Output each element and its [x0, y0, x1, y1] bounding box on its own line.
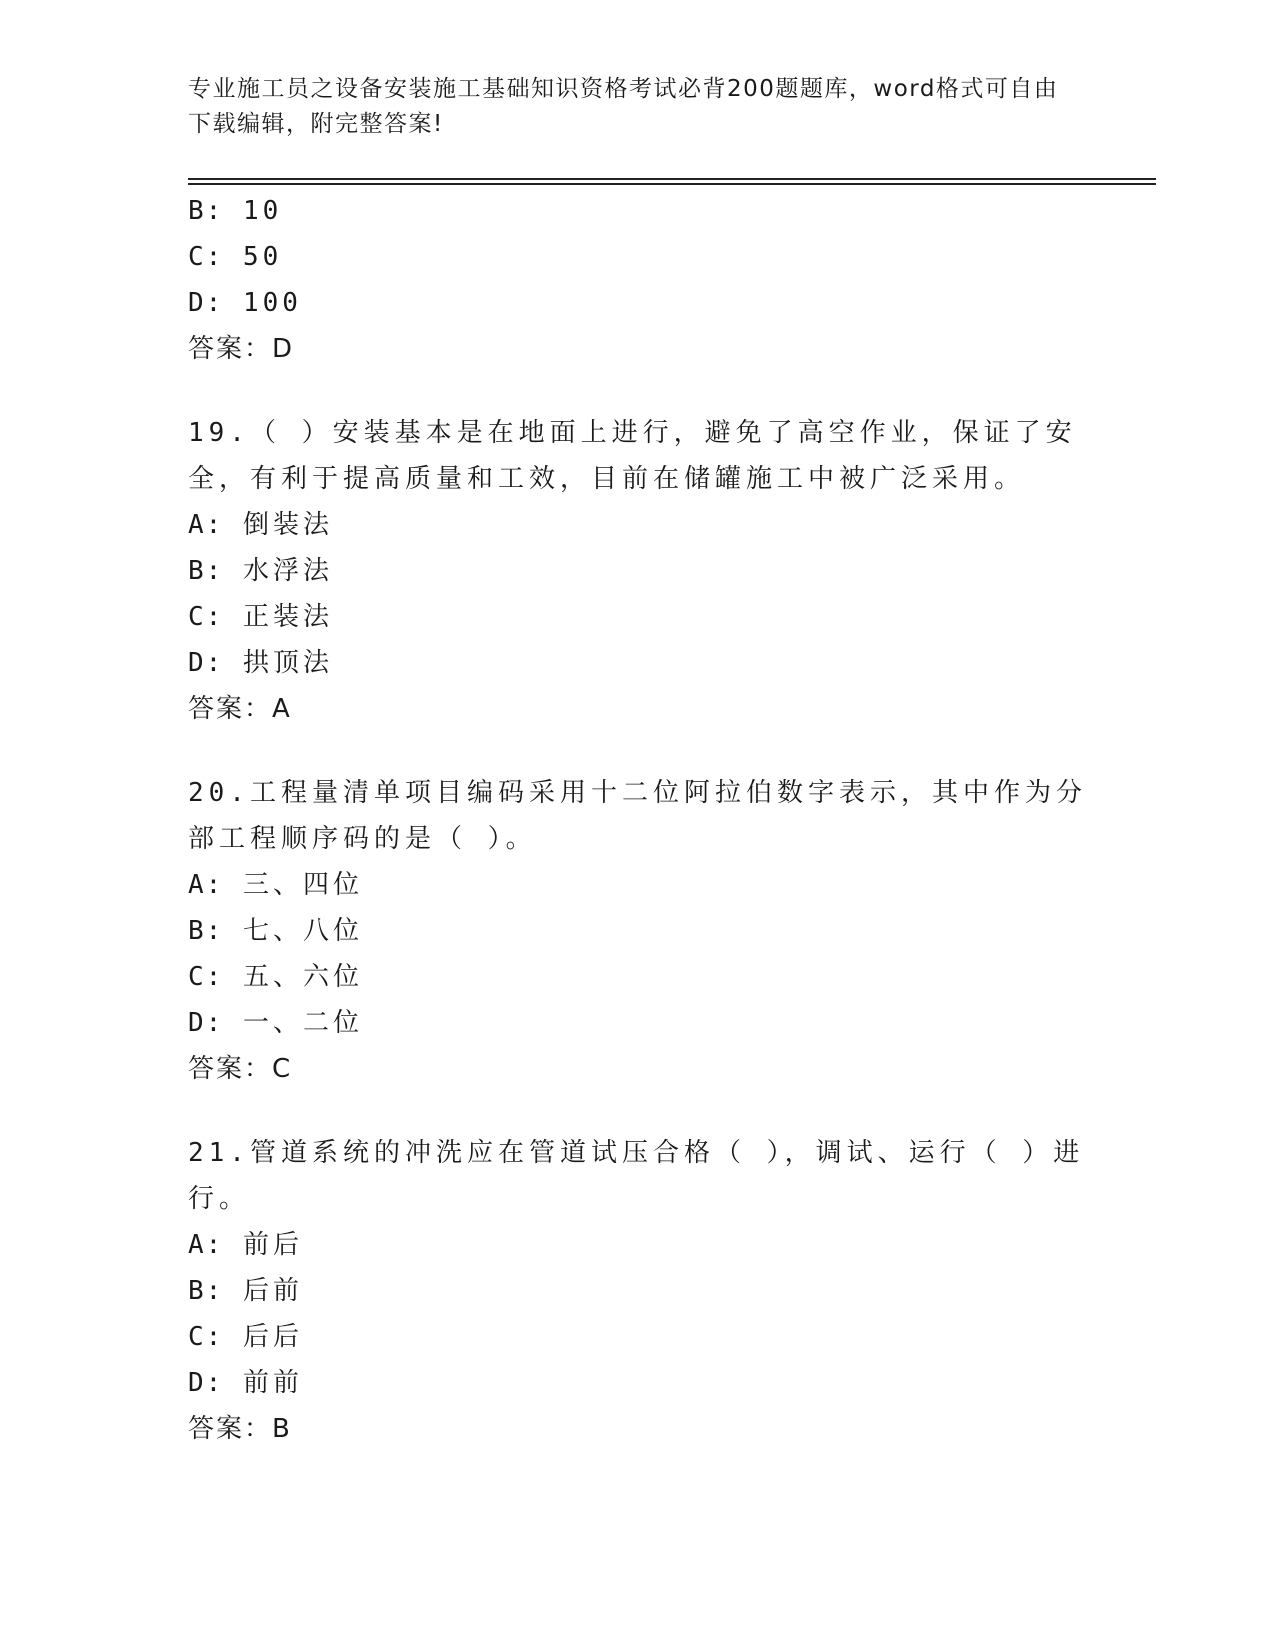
- document-header: 专业施工员之设备安装施工基础知识资格考试必背200题题库，word格式可自由下载编辑，附完整答案!: [188, 76, 1059, 137]
- option-text: 后后: [242, 1322, 303, 1352]
- option-letter: D:: [188, 1008, 224, 1038]
- option-letter: B:: [188, 1276, 224, 1306]
- option-a: [188, 862, 1088, 908]
- option-d: [188, 280, 1088, 326]
- option-letter: C:: [188, 1322, 224, 1352]
- option-a: [188, 1222, 1088, 1268]
- question-19: [188, 410, 1088, 732]
- question-text: 20.工程量清单项目编码采用十二位阿拉伯数字表示，其中作为分部工程顺序码的是（ ）。: [188, 778, 1087, 854]
- option-text: 前前: [242, 1368, 303, 1398]
- question-content: [188, 188, 1088, 1452]
- option-c: [188, 594, 1088, 640]
- option-text: 七、八位: [242, 916, 363, 946]
- prev-question-block: [188, 188, 1088, 372]
- option-b: [188, 548, 1088, 594]
- answer-line: 答案：C: [188, 1054, 293, 1084]
- option-text: 正装法: [242, 602, 333, 632]
- option-letter: B:: [188, 196, 224, 226]
- option-a: [188, 502, 1088, 548]
- option-letter: A:: [188, 1230, 224, 1260]
- answer-line: 答案：B: [188, 1414, 292, 1444]
- option-d: [188, 640, 1088, 686]
- question-21: [188, 1130, 1088, 1452]
- option-b: [188, 1268, 1088, 1314]
- option-letter: D:: [188, 1368, 224, 1398]
- option-c: [188, 954, 1088, 1000]
- question-20: [188, 770, 1088, 1092]
- option-text: 10: [242, 196, 283, 226]
- option-text: 100: [242, 288, 302, 318]
- option-b: [188, 908, 1088, 954]
- option-text: 三、四位: [242, 870, 363, 900]
- option-letter: D:: [188, 648, 224, 678]
- option-c: [188, 234, 1088, 280]
- option-letter: D:: [188, 288, 224, 318]
- option-letter: A:: [188, 510, 224, 540]
- option-letter: A:: [188, 870, 224, 900]
- answer-line: 答案：D: [188, 334, 295, 364]
- option-text: 水浮法: [242, 556, 333, 586]
- option-letter: B:: [188, 556, 224, 586]
- option-letter: C:: [188, 242, 224, 272]
- option-text: 一、二位: [242, 1008, 363, 1038]
- option-letter: C:: [188, 962, 224, 992]
- question-text: 21.管道系统的冲洗应在管道试压合格（ ），调试、运行（ ）进行。: [188, 1138, 1085, 1214]
- option-text: 拱顶法: [242, 648, 333, 678]
- option-d: [188, 1000, 1088, 1046]
- header-divider-bottom: [188, 183, 1156, 185]
- option-text: 前后: [242, 1230, 303, 1260]
- option-c: [188, 1314, 1088, 1360]
- option-d: [188, 1360, 1088, 1406]
- answer-line: 答案：A: [188, 694, 292, 724]
- option-text: 后前: [242, 1276, 303, 1306]
- option-text: 五、六位: [242, 962, 363, 992]
- option-letter: C:: [188, 602, 224, 632]
- option-b: [188, 188, 1088, 234]
- option-text: 倒装法: [242, 510, 333, 540]
- question-text: 19.（ ）安装基本是在地面上进行，避免了高空作业，保证了安全，有利于提高质量和工效，目前在储罐施工中被广泛采用。: [188, 418, 1077, 494]
- option-text: 50: [242, 242, 283, 272]
- option-letter: B:: [188, 916, 224, 946]
- header-divider-top: [188, 178, 1156, 180]
